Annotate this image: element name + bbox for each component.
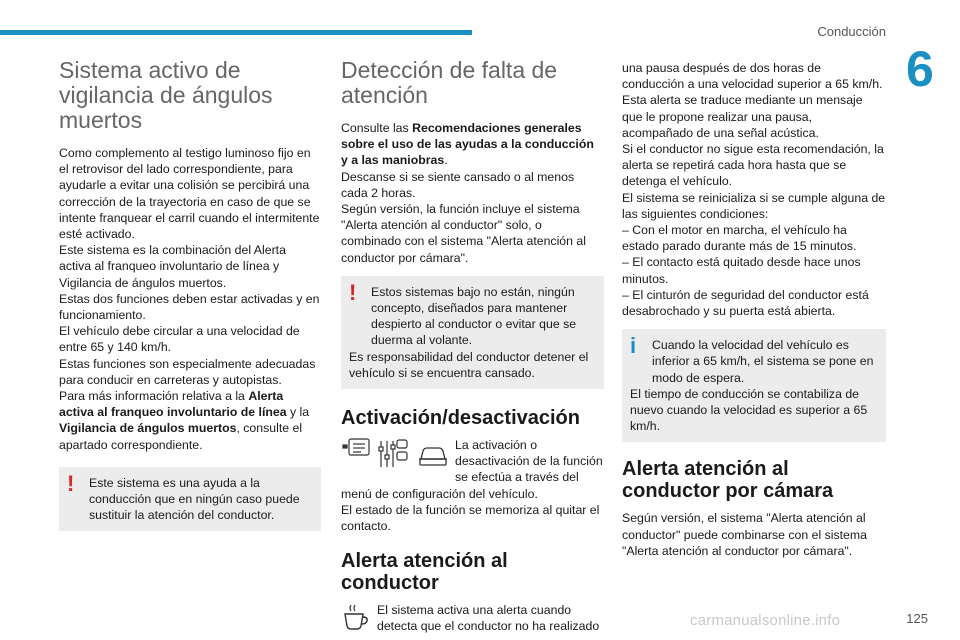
- reference-term: Alerta activa al franqueo involuntario de línea: [59, 389, 287, 420]
- info-text: Cuando la velocidad del vehículo es inferior a 65 km/h, el sistema se pone en modo de espera.: [652, 338, 874, 385]
- warning-box: [341, 276, 604, 389]
- heading-driver-alert: Alerta atención al conductor: [341, 550, 508, 595]
- warning-text: Este sistema es una ayuda a la conducción que en ningún caso puede sustituir la atención del conductor.: [89, 475, 300, 523]
- column-1: [59, 58, 321, 531]
- paragraph: Esta alerta se traduce mediante un mensaje que le propone realizar una pausa, acompañado de una señal acústica.: [622, 93, 863, 140]
- watermark: carmanualsonline.info: [690, 612, 841, 629]
- paragraph: El estado de la función se memoriza al quitar el contacto.: [341, 502, 600, 534]
- top-accent-bar: [0, 30, 472, 35]
- heading-inattention: Detección de falta de atención: [341, 57, 558, 108]
- paragraph: Estas dos funciones deben estar activadas y en funcionamiento.: [59, 291, 320, 323]
- chapter-number: 6: [906, 41, 934, 97]
- warning-text: Es responsabilidad del conductor detener el vehículo si se encuentra cansado.: [349, 349, 589, 380]
- paragraph: una pausa después de dos horas de conducción a una velocidad superior a 65 km/h.: [622, 61, 883, 92]
- warning-exclamation-icon: !: [67, 470, 75, 496]
- list-item: – El cinturón de seguridad del conductor está desabrochado y su puerta está abierta.: [622, 287, 869, 319]
- info-icon: i: [630, 333, 637, 359]
- paragraph: La activación o desactivación de la función se efectúa a través del menú de configuración del vehículo.: [341, 438, 603, 501]
- heading-activation: Activación/desactivación: [341, 407, 580, 430]
- alert-block: [341, 602, 604, 634]
- paragraph: Descanse si se siente cansado o al menos cada 2 horas.: [341, 169, 575, 200]
- info-text: El tiempo de conducción se contabiliza de nuevo cuando la velocidad es superior a 65 km/h.: [630, 386, 868, 434]
- paragraph: Según versión, el sistema "Alerta atención al conductor" puede combinarse con el sistema "Alerta atención al conductor por cámara".: [622, 511, 867, 558]
- column-2: [341, 58, 604, 635]
- vehicle-settings-icons: [341, 437, 449, 471]
- paragraph: Este sistema es la combinación del Alerta activa al franqueo involuntario de línea y Vigilancia de ángulos muertos.: [59, 243, 286, 290]
- paragraph: Según versión, la función incluye el sistema "Alerta atención al conductor" solo, o combinado con el sistema "Alerta atención al conductor por cámara".: [341, 202, 586, 265]
- info-box: [622, 329, 886, 442]
- paragraph: El sistema activa una alerta cuando detecta que el conductor no ha realizado: [377, 603, 600, 634]
- page-number: 125: [906, 611, 928, 626]
- coffee-cup-icon: [341, 602, 371, 632]
- activation-block: [341, 437, 604, 534]
- paragraph: Como complemento al testigo luminoso fijo en el retrovisor del lado correspondiente, para ayudarle a evitar una colisión se percibirá una corrección de la trayectoria en caso de que se intente franquear el carril cuando el intermitente esté activado.: [59, 146, 320, 242]
- warning-exclamation-icon: !: [349, 279, 357, 305]
- paragraph-reference: Consulte las Recomendaciones generales sobre el uso de las ayudas a la conducción y a las maniobras.: [341, 121, 594, 168]
- paragraph: Estas funciones son especialmente adecuadas para conducir en carreteras y autopistas.: [59, 356, 316, 387]
- column-3: [622, 60, 886, 559]
- paragraph-reference: Para más información relativa a la Alerta activa al franqueo involuntario de línea y la Vigilancia de ángulos muertos, consulte el apartado correspondiente.: [59, 389, 310, 452]
- car-icon: [419, 448, 447, 465]
- paragraph: Si el conductor no sigue esta recomendación, la alerta se repetirá cada hora hasta que se detenga el vehículo.: [622, 142, 884, 189]
- menu-screen-icon: [343, 439, 369, 455]
- settings-sliders-icon: [379, 440, 407, 467]
- paragraph: El vehículo debe circular a una velocidad de entre 65 y 140 km/h.: [59, 324, 300, 355]
- paragraph: El sistema se reinicializa si se cumple alguna de las siguientes condiciones:: [622, 190, 886, 221]
- reference-term: Recomendaciones generales sobre el uso de las ayudas a la conducción y a las maniobras: [341, 121, 594, 168]
- warning-text: Estos sistemas bajo no están, ningún concepto, diseñados para mantener despierto al conductor o evitar que se duerma al volante.: [371, 284, 577, 348]
- heading-blind-spot: Sistema activo de vigilancia de ángulos muertos: [59, 57, 273, 133]
- section-title: Conducción: [817, 24, 886, 39]
- warning-box: [59, 467, 321, 532]
- list-item: – Con el motor en marcha, el vehículo ha estado parado durante más de 15 minutos.: [622, 223, 857, 254]
- heading-camera-alert: Alerta atención al conductor por cámara: [622, 458, 834, 503]
- list-item: – El contacto está quitado desde hace unos minutos.: [622, 255, 861, 286]
- reference-term: Vigilancia de ángulos muertos: [59, 421, 237, 436]
